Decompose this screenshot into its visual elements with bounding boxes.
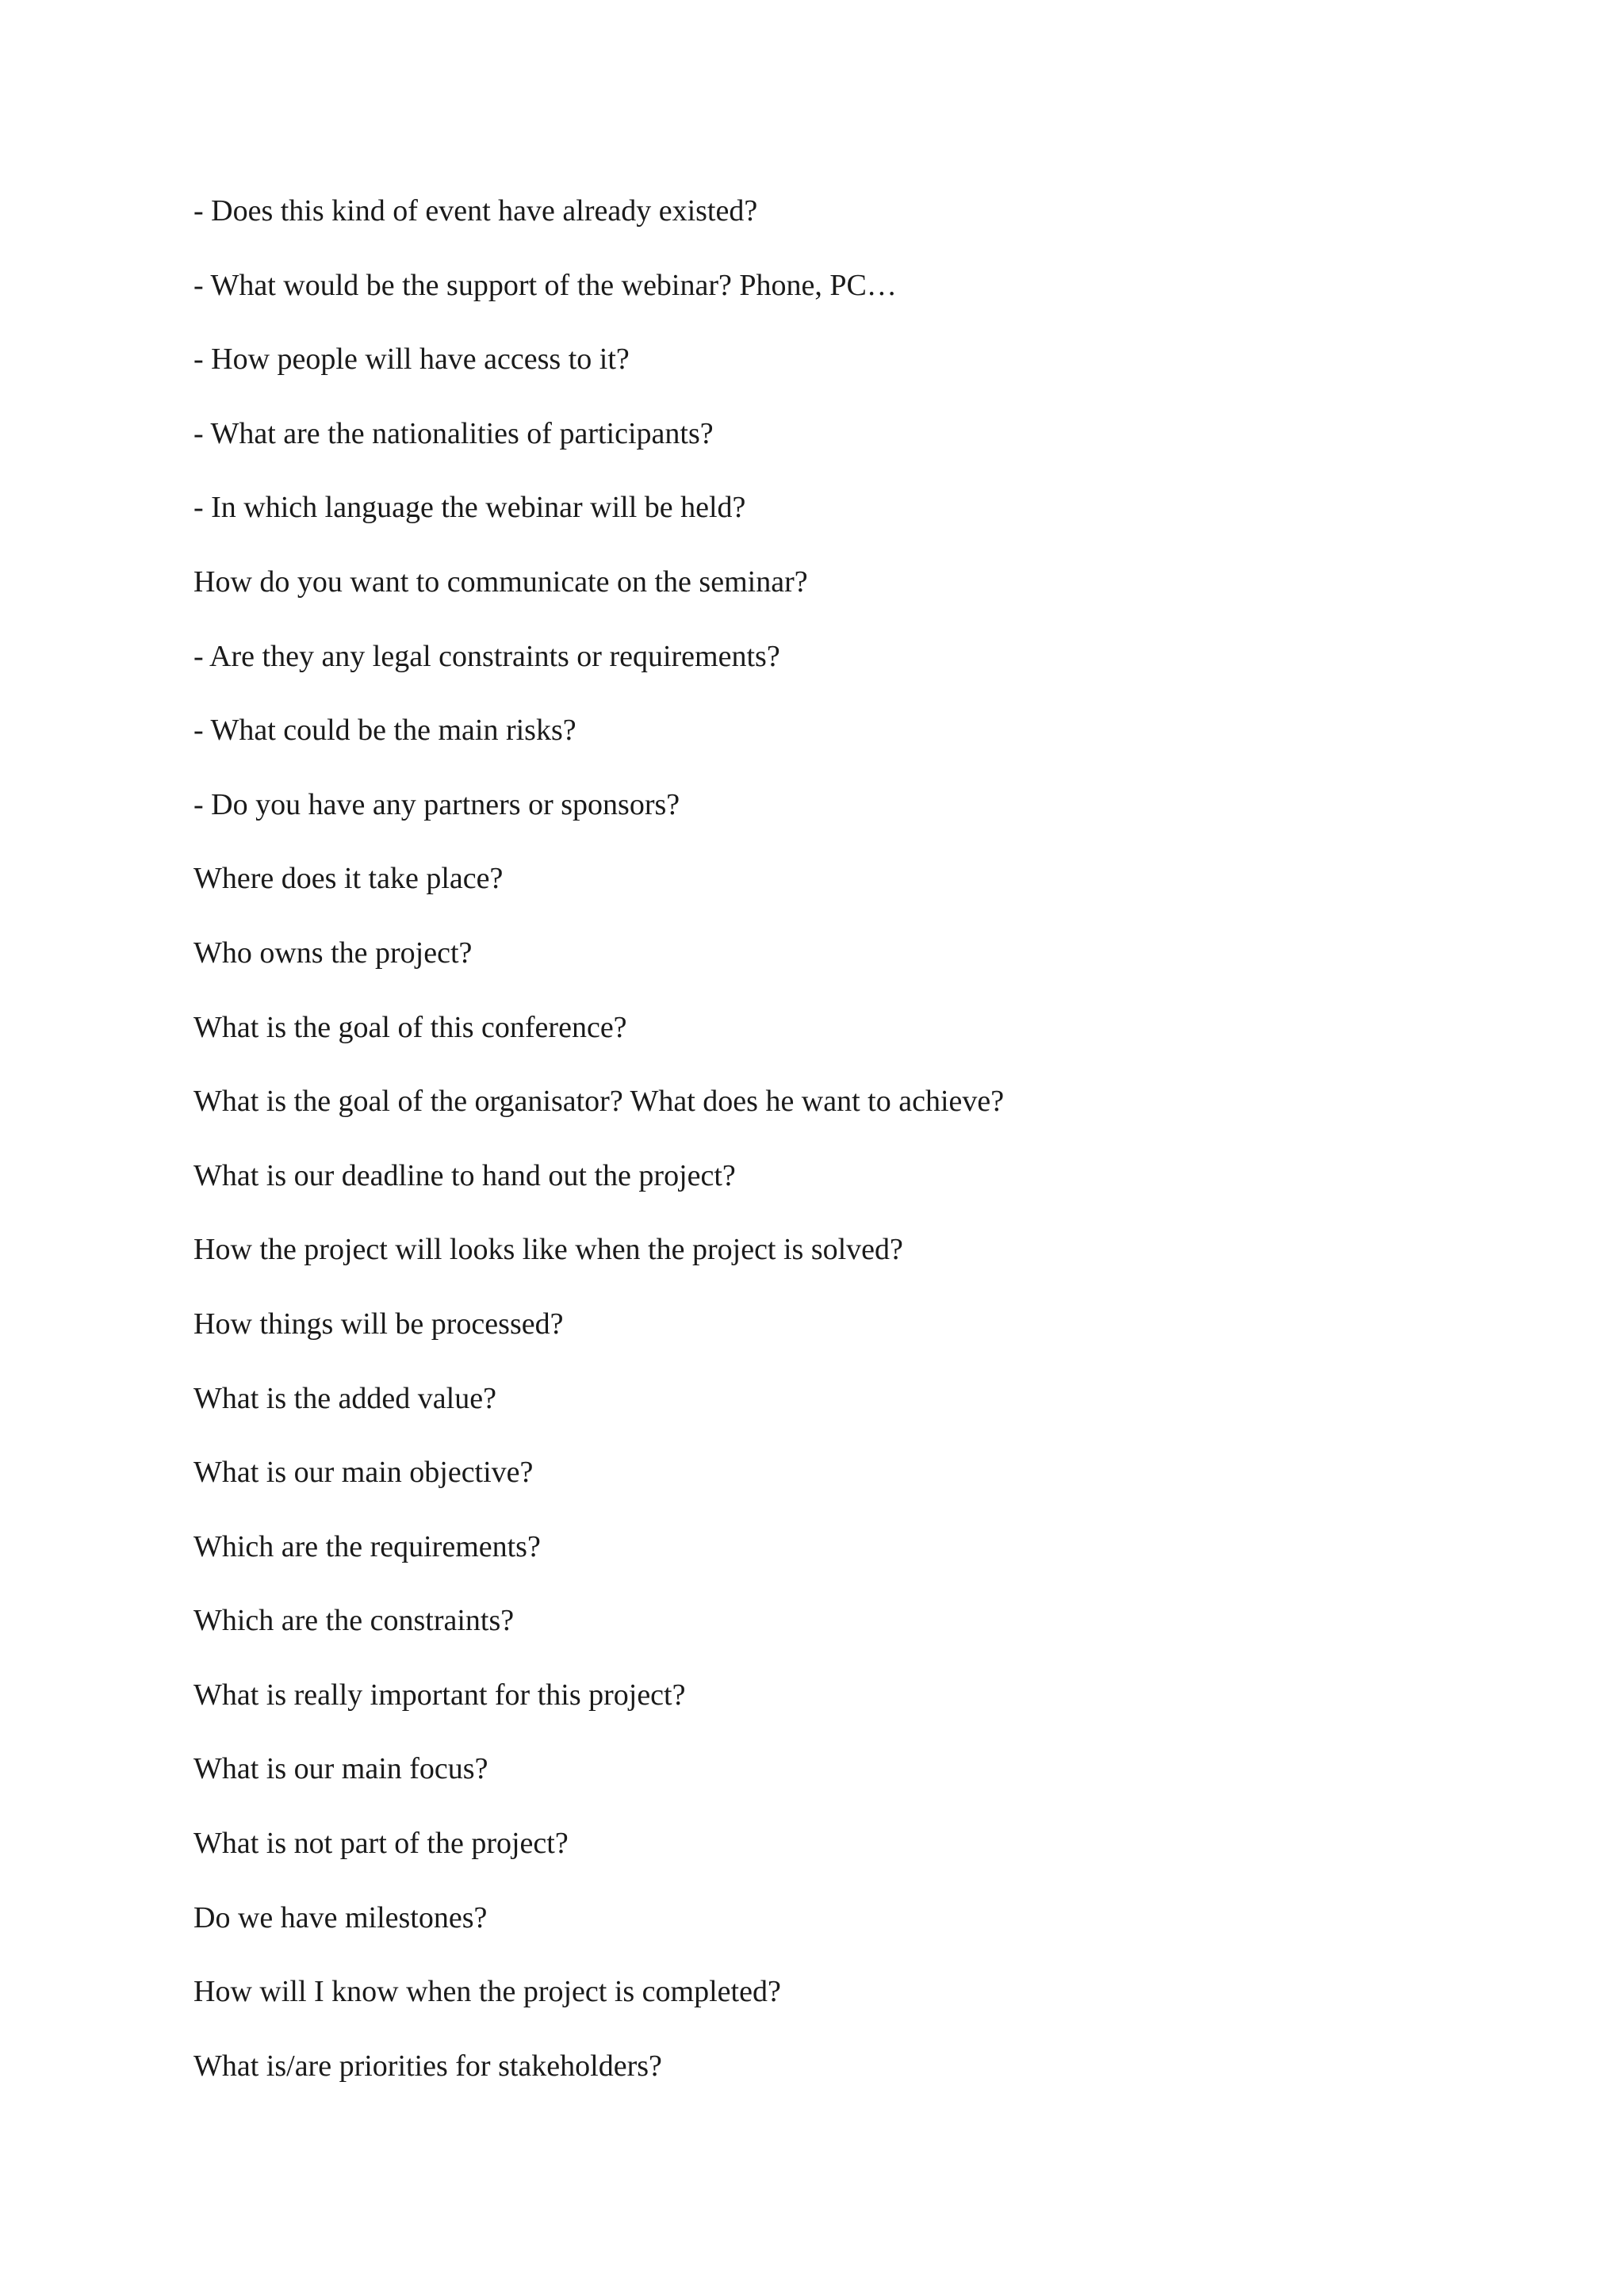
- question-line: - What could be the main risks?: [193, 714, 576, 748]
- question-line: Which are the constraints?: [193, 1604, 515, 1638]
- question-line: - How people will have access to it?: [193, 342, 630, 377]
- question-line: How do you want to communicate on the seminar?: [193, 564, 808, 599]
- question-line: How will I know when the project is completed?: [193, 1975, 781, 2009]
- question-line: - Does this kind of event have already existed?: [193, 194, 758, 228]
- question-line: What is our main objective?: [193, 1456, 534, 1490]
- question-line: Which are the requirements?: [193, 1529, 541, 1563]
- question-list: [193, 186, 1004, 2114]
- question-line: What is our main focus?: [193, 1752, 488, 1786]
- question-line: What is the goal of this conference?: [193, 1010, 627, 1044]
- question-line: What is our deadline to hand out the project?: [193, 1158, 736, 1192]
- question-line: How the project will looks like when the project is solved?: [193, 1233, 903, 1267]
- question-line: - In which language the webinar will be held?: [193, 491, 746, 525]
- question-line: - Do you have any partners or sponsors?: [193, 787, 680, 821]
- question-line: What is the goal of the organisator? What does he want to achieve?: [193, 1085, 1005, 1119]
- question-line: - Are they any legal constraints or requirements?: [193, 639, 780, 673]
- question-line: Who owns the project?: [193, 936, 473, 970]
- question-line: Where does it take place?: [193, 862, 504, 896]
- question-line: What is/are priorities for stakeholders?: [193, 2049, 662, 2083]
- question-line: What is not part of the project?: [193, 1827, 569, 1861]
- question-line: What is the added value?: [193, 1381, 496, 1415]
- question-line: How things will be processed?: [193, 1307, 564, 1341]
- question-line: Do we have milestones?: [193, 1900, 488, 1934]
- question-line: - What are the nationalities of participants?: [193, 416, 714, 450]
- question-line: - What would be the support of the webinar? Phone, PC…: [193, 268, 897, 302]
- question-line: What is really important for this project?: [193, 1678, 686, 1712]
